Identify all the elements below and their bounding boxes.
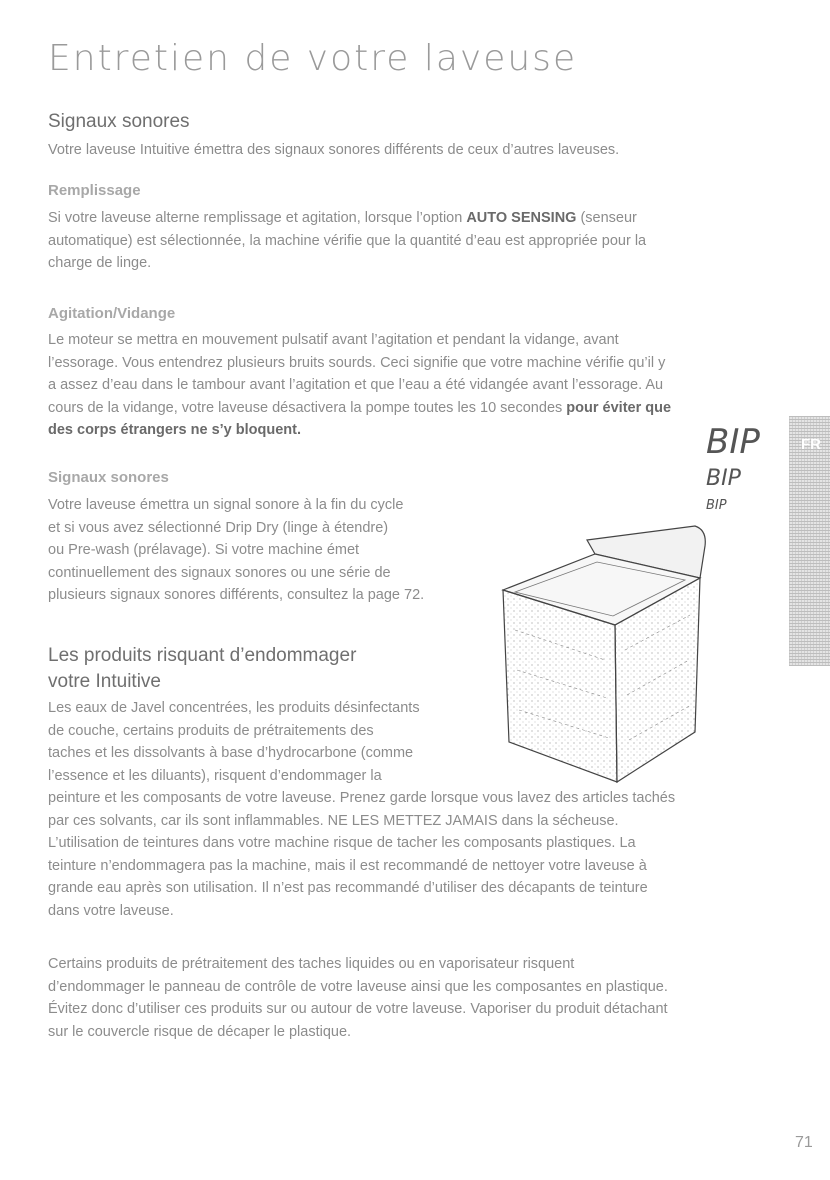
produits-line: taches et les dissolvants à base d’hydrocarbone (comme — [48, 745, 414, 762]
page-number: 71 — [795, 1134, 813, 1151]
signaux-line: plusieurs signaux sonores différents, consultez la page 72. — [48, 587, 425, 604]
remplissage-line-2: automatique) est sélectionnée, la machine vérifie que la quantité d’eau est appropriée pour la — [48, 232, 647, 249]
produits-line: de couche, certains produits de prétraitements des — [48, 722, 374, 739]
signaux-line: continuellement des signaux sonores ou une série de — [48, 564, 391, 581]
agitation-line-2: l’essorage. Vous entendrez plusieurs bruits sourds. Ceci signifie que votre machine vérifie qu’il y — [48, 354, 666, 371]
intro-paragraph — [48, 139, 619, 162]
heading-signaux-sonores-sub: Signaux sonores — [48, 469, 169, 486]
bip-medium: BIP — [706, 466, 741, 491]
teintures-line: grande eau après son utilisation. Il n’est pas recommandé d’utiliser des décapants de teinture — [48, 880, 648, 897]
agitation-line-4b: pour éviter que — [566, 399, 672, 416]
agitation-line-1: Le moteur se mettra en mouvement pulsatif avant l’agitation et pendant la vidange, avant — [48, 332, 619, 348]
auto-sensing-option: AUTO SENSING — [466, 210, 577, 226]
produits-line: peinture et les composants de votre laveuse. Prenez garde lorsque vous lavez des articles tachés — [48, 790, 676, 807]
produits-line: par ces solvants, car ils sont inflammables. NE LES METTEZ JAMAIS dans la sécheuse. — [48, 812, 619, 829]
pretraitement-line: d’endommager le panneau de contrôle de votre laveuse ainsi que les composantes en plastique. — [48, 978, 668, 995]
heading-agitation-vidange: Agitation/Vidange — [48, 305, 176, 322]
bip-small: BIP — [706, 498, 727, 513]
pretraitement-line: Évitez donc d’utiliser ces produits sur ou autour de votre laveuse. Vaporiser du produit détachant — [48, 1001, 668, 1018]
remplissage-line-1b: (senseur — [576, 210, 637, 226]
remplissage-paragraph — [48, 207, 646, 275]
signaux-line: Votre laveuse émettra un signal sonore à la fin du cycle — [48, 497, 404, 513]
agitation-paragraph — [48, 329, 671, 442]
agitation-line-4 — [48, 397, 671, 420]
agitation-line-5: des corps étrangers ne s’y bloquent. — [48, 422, 302, 439]
heading-produits-1: Les produits risquant d’endommager — [48, 645, 357, 666]
heading-signaux-sonores: Signaux sonores — [48, 111, 190, 132]
remplissage-line-1a: Si votre laveuse alterne remplissage et agitation, lorsque l’option — [48, 210, 467, 226]
signaux-line: et si vous avez sélectionné Drip Dry (linge à étendre) — [48, 519, 389, 536]
agitation-line-3: a assez d’eau dans le tambour avant l’agitation et que l’eau a été vidangée avant l’essorage. Au — [48, 377, 664, 394]
teintures-line: L’utilisation de teintures dans votre machine risque de tacher les composants plastiques. La — [48, 835, 636, 851]
language-tab — [789, 416, 830, 666]
teintures-line: teinture n’endommagera pas la machine, mais il est recommandé de nettoyer votre laveuse à — [48, 857, 647, 874]
heading-remplissage: Remplissage — [48, 182, 141, 199]
signaux-line: ou Pre-wash (prélavage). Si votre machine émet — [48, 542, 360, 559]
produits-line: l’essence et les diluants), risquent d’endommager la — [48, 767, 382, 784]
page-title: Entretien de votre laveuse — [48, 38, 578, 79]
bip-large: BIP — [706, 422, 760, 462]
washer-illustration — [495, 520, 735, 790]
remplissage-line-3: charge de linge. — [48, 255, 152, 272]
pretraitement-line: Certains produits de prétraitement des taches liquides ou en vaporisateur risquent — [48, 956, 575, 972]
heading-produits-2: votre Intuitive — [48, 671, 161, 692]
remplissage-line-1 — [48, 207, 646, 230]
produits-line: Les eaux de Javel concentrées, les produits désinfectants — [48, 700, 420, 716]
signaux-paragraph — [48, 494, 424, 607]
intro-line: Votre laveuse Intuitive émettra des signaux sonores différents de ceux d’autres laveuses. — [48, 142, 620, 158]
language-tab-label: FR — [801, 436, 821, 453]
teintures-paragraph — [48, 832, 648, 922]
teintures-line: dans votre laveuse. — [48, 902, 174, 919]
pretraitement-paragraph — [48, 953, 668, 1043]
pretraitement-line: sur le couvercle risque de décaper le plastique. — [48, 1023, 352, 1040]
agitation-line-4a: cours de la vidange, votre laveuse désactivera la pompe toutes les 10 secondes — [48, 399, 567, 416]
